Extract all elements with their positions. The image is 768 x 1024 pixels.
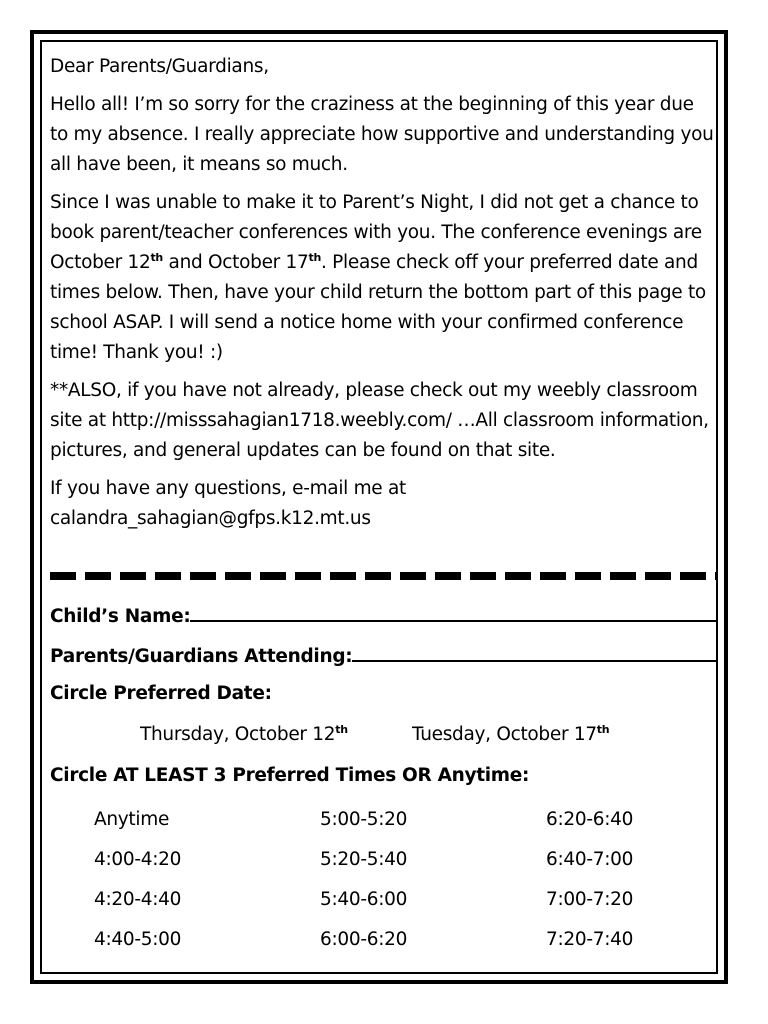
date-option-tuesday[interactable] (412, 714, 609, 756)
time-option[interactable]: 7:20-7:40 (546, 929, 634, 950)
time-option[interactable]: 6:00-6:20 (320, 929, 408, 950)
superscript-th: th (335, 722, 348, 736)
times-label: Circle AT LEAST 3 Preferred Times OR Anytime: (50, 765, 530, 786)
paragraph-conferences-part-a: Since I was unable to make it to Parent’s Night, I did not get a chance to book parent/teacher conferences with you. The conference evenings are October 12 (50, 192, 702, 273)
paragraph-weebly: **ALSO, if you have not already, please check out my weebly classroom site at http://misssahagian1718.weebly.com/ …All classroom information, pictures, and general updates can be found on that site. (50, 380, 709, 461)
superscript-th: th (308, 250, 321, 264)
time-option[interactable]: 5:00-5:20 (320, 809, 408, 830)
paragraph-apology: Hello all! I’m so sorry for the craziness at the beginning of this year due to my absence. I really appreciate how supportive and understanding you all have been, it means so much. (50, 94, 714, 175)
time-option[interactable]: Anytime (94, 809, 170, 830)
date-options (50, 714, 716, 756)
parents-line (50, 634, 716, 674)
return-slip (50, 594, 716, 960)
time-row (50, 920, 716, 960)
letter-body (50, 52, 716, 534)
time-option[interactable]: 4:20-4:40 (94, 889, 182, 910)
superscript-th: th (150, 250, 163, 264)
greeting: Dear Parents/Guardians, (50, 56, 269, 77)
date-label: Circle Preferred Date: (50, 683, 272, 704)
time-option[interactable]: 7:00-7:20 (546, 889, 634, 910)
date-option-thursday-label: Thursday, October 12 (140, 724, 336, 745)
parents-label: Parents/Guardians Attending: (50, 646, 353, 667)
time-option[interactable]: 5:20-5:40 (320, 849, 408, 870)
time-option[interactable]: 6:20-6:40 (546, 809, 634, 830)
time-option[interactable]: 4:00-4:20 (94, 849, 182, 870)
paragraph-conferences (50, 188, 716, 368)
time-row (50, 800, 716, 840)
time-option[interactable]: 6:40-7:00 (546, 849, 634, 870)
date-option-thursday[interactable] (140, 714, 348, 756)
time-row (50, 880, 716, 920)
contact-email: calandra_sahagian@gfps.k12.mt.us (50, 508, 371, 529)
date-option-tuesday-label: Tuesday, October 17 (412, 724, 597, 745)
page-border-outer (30, 30, 728, 984)
time-options (50, 800, 716, 960)
page-border-inner (40, 40, 718, 974)
paragraph-conferences-part-c: . Please check off your preferred date and times below. Then, have your child return the bottom part of this page to school ASAP. I will send a notice home with your confirmed conference time! Thank you! :) (50, 252, 706, 363)
child-name-label: Child’s Name: (50, 606, 191, 627)
superscript-th: th (596, 722, 610, 736)
contact-intro: If you have any questions, e-mail me at (50, 478, 406, 499)
time-row (50, 840, 716, 880)
child-name-line (50, 594, 716, 634)
paragraph-contact (50, 474, 716, 534)
time-option[interactable]: 4:40-5:00 (94, 929, 182, 950)
paragraph-conferences-part-b: and October 17 (162, 252, 309, 273)
time-option[interactable]: 5:40-6:00 (320, 889, 408, 910)
parents-blank[interactable] (352, 634, 716, 662)
cut-line (50, 572, 716, 580)
child-name-blank[interactable] (190, 594, 716, 622)
